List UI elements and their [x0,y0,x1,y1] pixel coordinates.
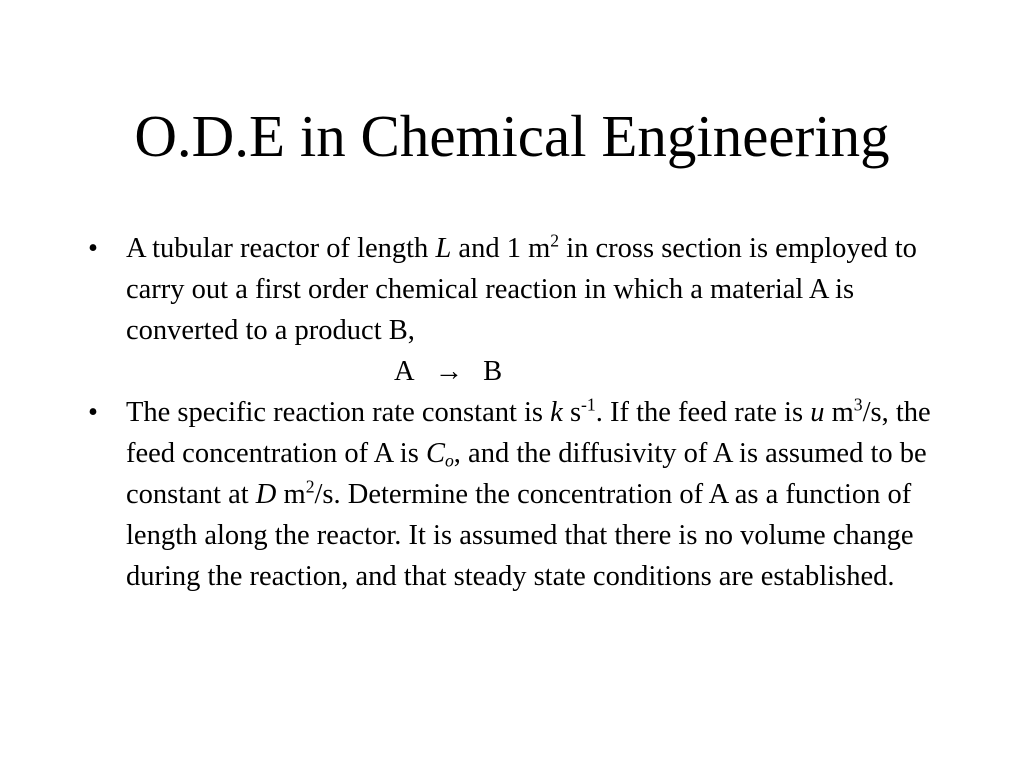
reaction-equation [88,351,958,392]
variable-L: L [435,233,452,264]
slide-title: O.D.E in Chemical Engineering [134,103,890,169]
arrow-right-icon: → [434,356,464,387]
superscript-2: 2 [305,476,315,497]
superscript-neg1: -1 [581,394,596,415]
variable-k: k [550,397,563,428]
bullet-text: A tubular reactor of length L and 1 $m^2$ in cross section is employed to carry out a first order chemical reaction in which a material A is converted to a product B, [126,230,917,346]
variable-D: D [255,479,277,510]
bullet-text: The specific reaction rate constant is k $s^{-1}$. If the feed rate is u $m^3/s$, the feed concentration of A is $C_o$, and the diffusivity of A is assumed to be constant at D $m^2/s$. Determine the concentration of A as a function of length along the reactor. It is assumed that there is no volume change during the reaction, and that steady state conditions are established. [126,394,931,592]
bullet-item-problem-statement [88,392,958,597]
slide-body [88,228,958,597]
bullet-marker: • [88,397,98,428]
reactant: A [394,356,415,387]
variable-C: C [425,438,445,469]
variable-u: u [810,397,825,428]
subscript-o: o [444,450,454,471]
bullet-item-reactor-description [88,228,958,351]
superscript-3: 3 [853,394,863,415]
superscript-2: 2 [550,230,560,251]
product: B [483,356,503,387]
bullet-marker: • [88,233,98,264]
